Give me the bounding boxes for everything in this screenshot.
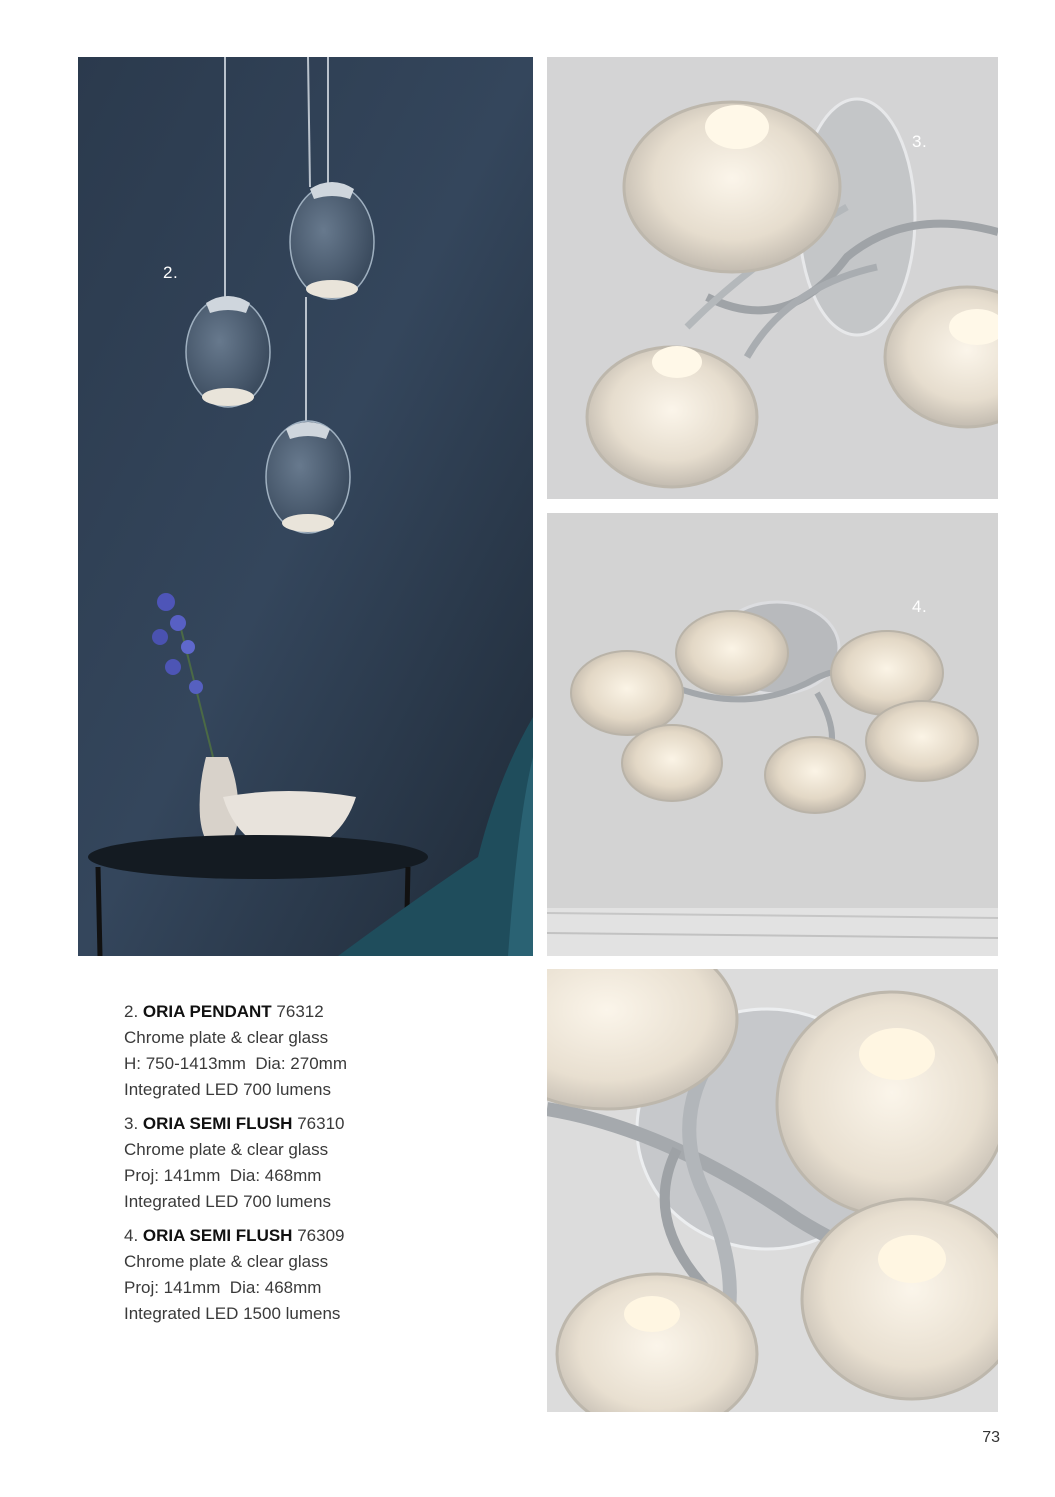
photo-label-3: 3. xyxy=(912,132,928,151)
product-name: ORIA SEMI FLUSH xyxy=(142,1226,293,1245)
product-name: ORIA SEMI FLUSH xyxy=(142,1114,293,1133)
product-light: Integrated LED 1500 lumens xyxy=(124,1304,341,1323)
product-dimensions: Proj: 141mm Dia: 468mm xyxy=(124,1278,322,1297)
product-title xyxy=(124,1223,454,1249)
product-title xyxy=(124,1111,454,1137)
semi-flush-3-illustration xyxy=(547,57,998,499)
pendant-photo-illustration xyxy=(78,57,533,956)
detail-photo xyxy=(547,969,998,1412)
product-item xyxy=(124,1111,454,1215)
detail-illustration xyxy=(547,969,998,1412)
product-number: 2. xyxy=(124,1002,139,1021)
product-number: 4. xyxy=(124,1226,139,1245)
photo-label-2: 2. xyxy=(163,263,179,282)
photo-label-4: 4. xyxy=(912,597,928,616)
semi-flush-3-photo xyxy=(547,57,998,499)
product-code: 76310 xyxy=(297,1114,345,1133)
product-list xyxy=(124,999,454,1335)
product-number: 3. xyxy=(124,1114,139,1133)
product-title xyxy=(124,999,454,1025)
product-dimensions: Proj: 141mm Dia: 468mm xyxy=(124,1166,322,1185)
product-finish: Chrome plate & clear glass xyxy=(124,1252,329,1271)
semi-flush-4-photo xyxy=(547,513,998,956)
product-light: Integrated LED 700 lumens xyxy=(124,1080,331,1099)
product-name: ORIA PENDANT xyxy=(142,1002,272,1021)
product-code: 76309 xyxy=(297,1226,345,1245)
product-dimensions: H: 750-1413mm Dia: 270mm xyxy=(124,1054,347,1073)
product-finish: Chrome plate & clear glass xyxy=(124,1140,329,1159)
product-light: Integrated LED 700 lumens xyxy=(124,1192,331,1211)
product-item xyxy=(124,1223,454,1327)
product-code: 76312 xyxy=(276,1002,324,1021)
product-item xyxy=(124,999,454,1103)
page-number: 73 xyxy=(982,1429,1000,1446)
product-finish: Chrome plate & clear glass xyxy=(124,1028,329,1047)
pendant-photo xyxy=(78,57,533,956)
semi-flush-4-illustration xyxy=(547,513,998,956)
